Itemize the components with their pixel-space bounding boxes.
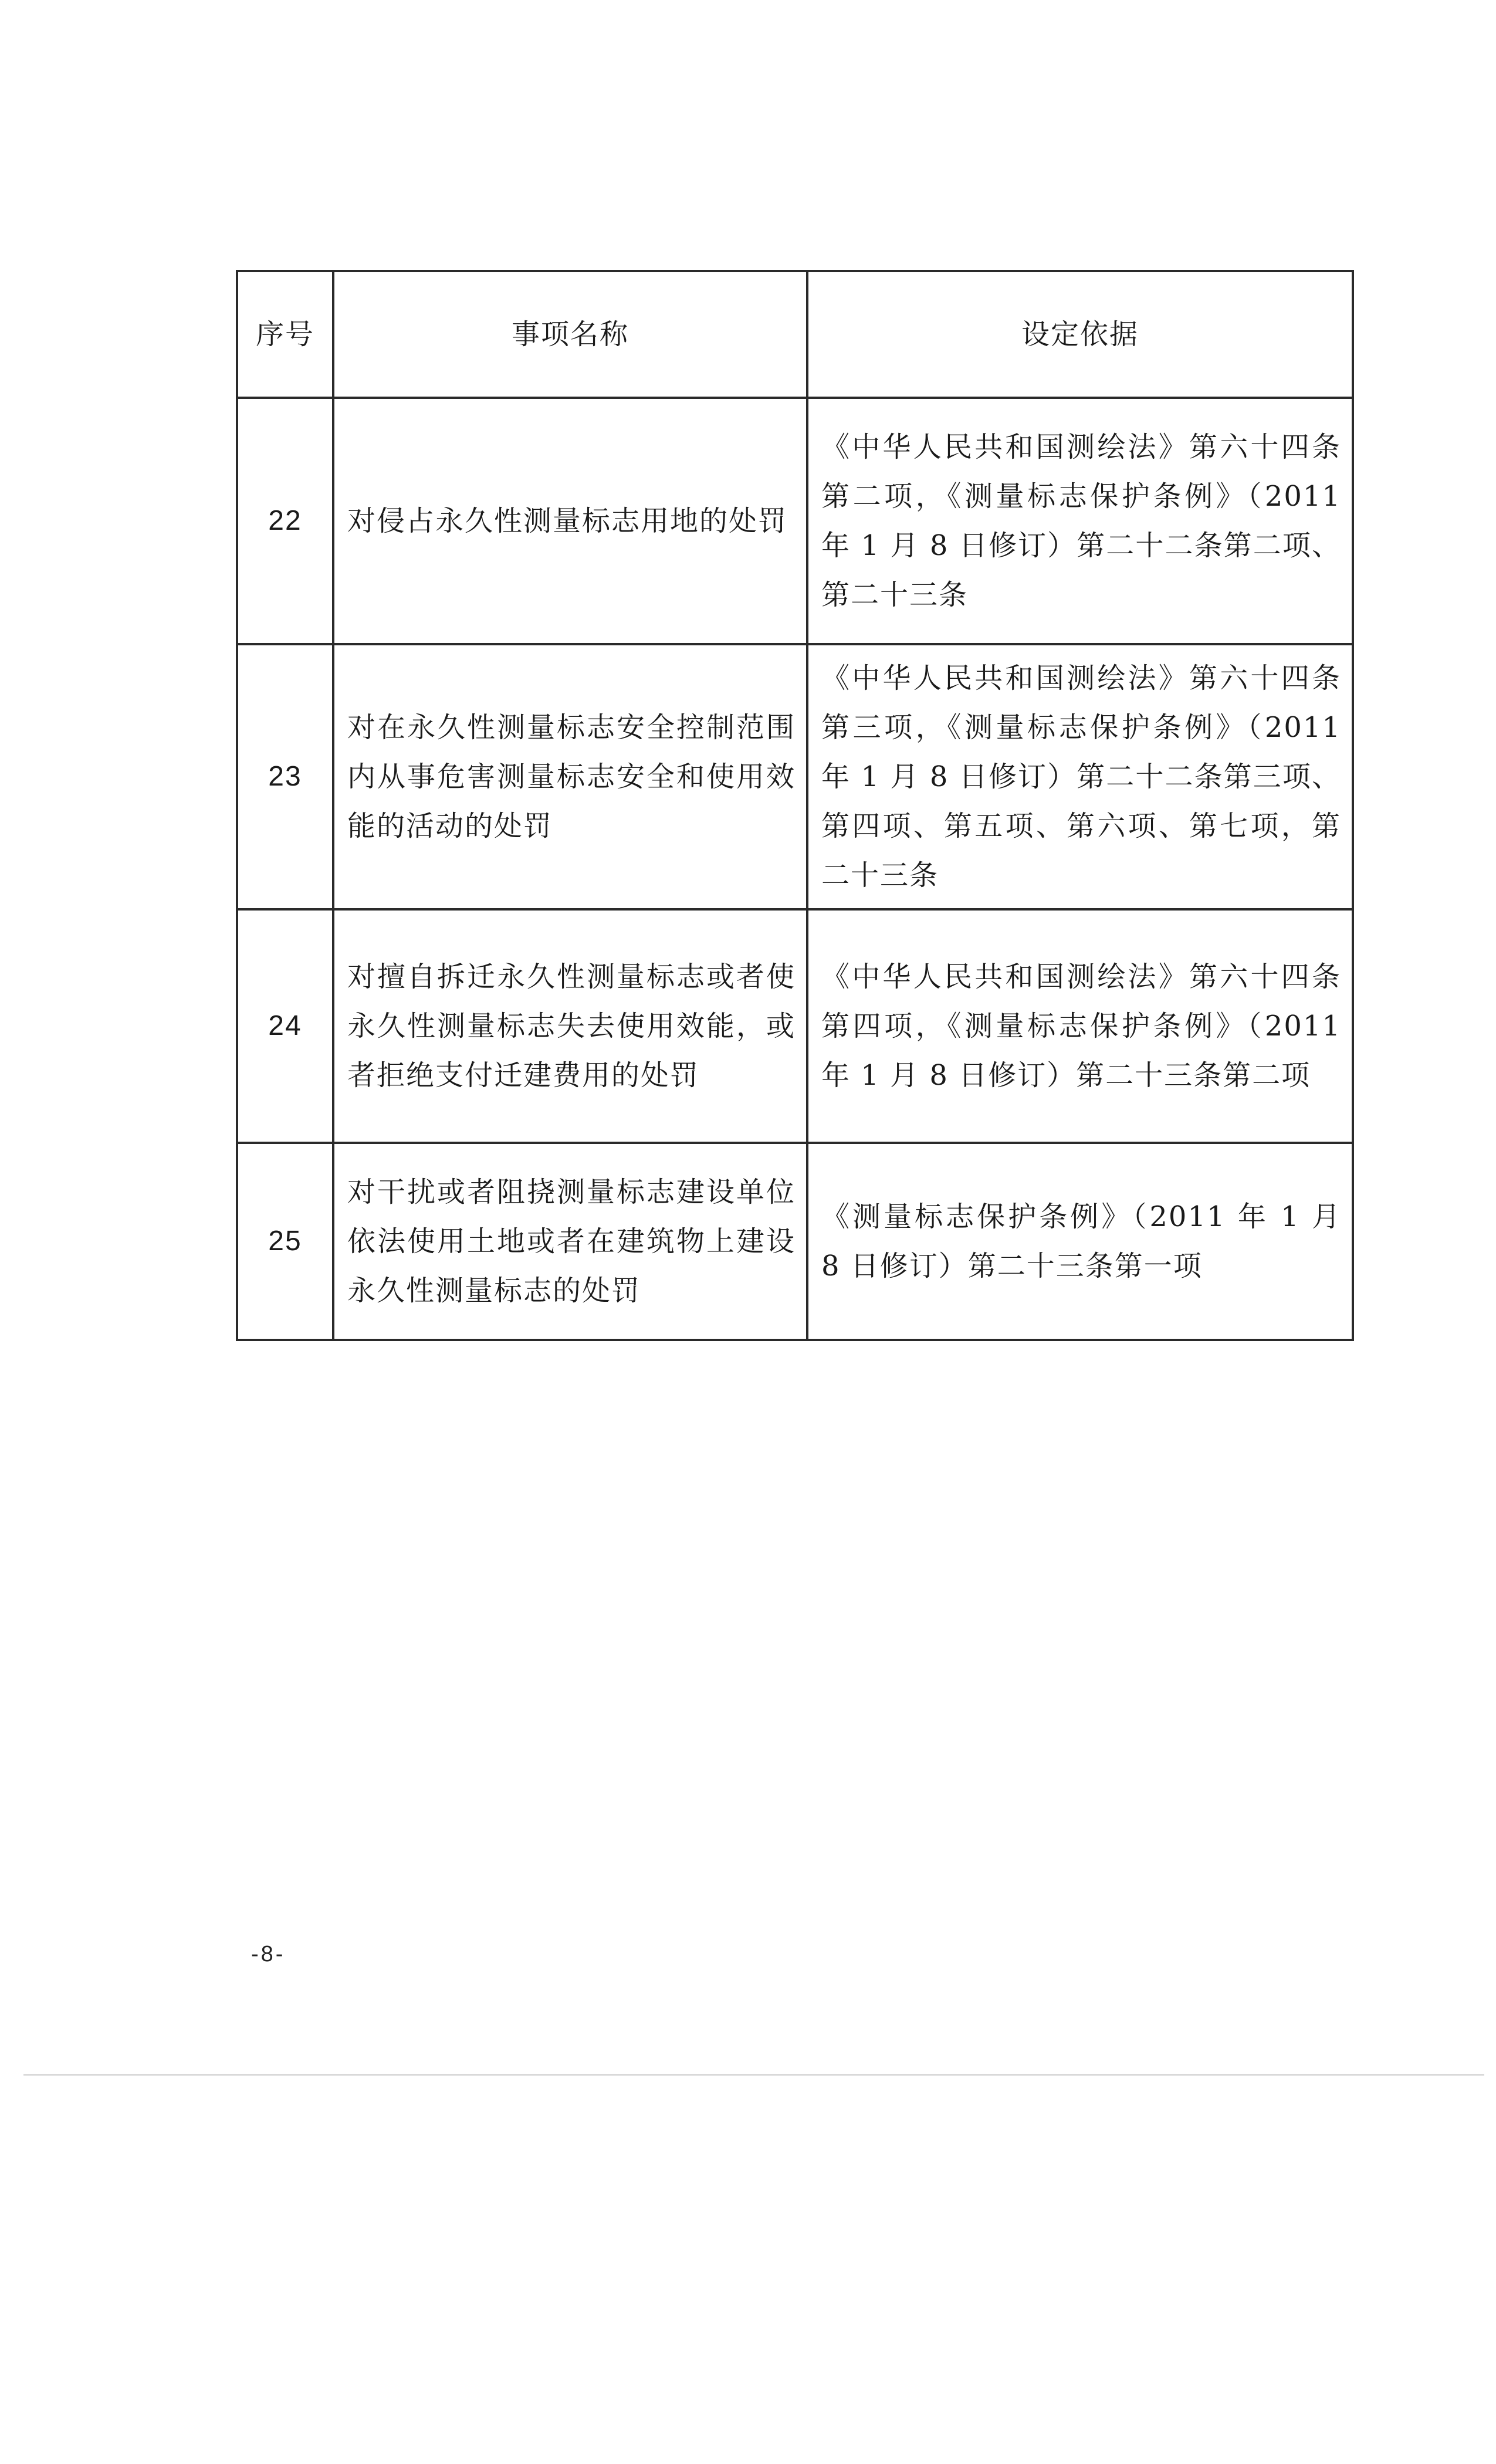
row-legal-basis: 《中华人民共和国测绘法》第六十四条第二项，《测量标志保护条例》（2011 年 1 月 8 日修订）第二十二条第二项、第二十三条 [807, 398, 1353, 644]
header-item-name: 事项名称 [333, 271, 807, 398]
table-row [237, 1143, 1353, 1340]
row-serial-number: 22 [237, 398, 333, 644]
table-header-row [237, 271, 1353, 398]
row-legal-basis: 《测量标志保护条例》（2011 年 1 月 8 日修订）第二十三条第一项 [807, 1143, 1353, 1340]
page-bottom-edge [23, 2074, 1484, 2076]
table-row [237, 644, 1353, 909]
table-row [237, 398, 1353, 644]
header-serial-number: 序号 [237, 271, 333, 398]
row-serial-number: 25 [237, 1143, 333, 1340]
penalty-items-table [236, 270, 1354, 1341]
row-legal-basis: 《中华人民共和国测绘法》第六十四条第三项，《测量标志保护条例》（2011 年 1 月 8 日修订）第二十二条第三项、第四项、第五项、第六项、第七项，第二十三条 [807, 644, 1353, 909]
header-legal-basis: 设定依据 [807, 271, 1353, 398]
row-serial-number: 24 [237, 909, 333, 1143]
row-item-name: 对擅自拆迁永久性测量标志或者使永久性测量标志失去使用效能，或者拒绝支付迁建费用的处罚 [333, 909, 807, 1143]
row-legal-basis: 《中华人民共和国测绘法》第六十四条第四项，《测量标志保护条例》（2011 年 1 月 8 日修订）第二十三条第二项 [807, 909, 1353, 1143]
row-item-name: 对在永久性测量标志安全控制范围内从事危害测量标志安全和使用效能的活动的处罚 [333, 644, 807, 909]
row-item-name: 对侵占永久性测量标志用地的处罚 [333, 398, 807, 644]
row-item-name: 对干扰或者阻挠测量标志建设单位依法使用土地或者在建筑物上建设永久性测量标志的处罚 [333, 1143, 807, 1340]
table-row [237, 909, 1353, 1143]
row-serial-number: 23 [237, 644, 333, 909]
page-number: -8- [251, 1942, 286, 1967]
